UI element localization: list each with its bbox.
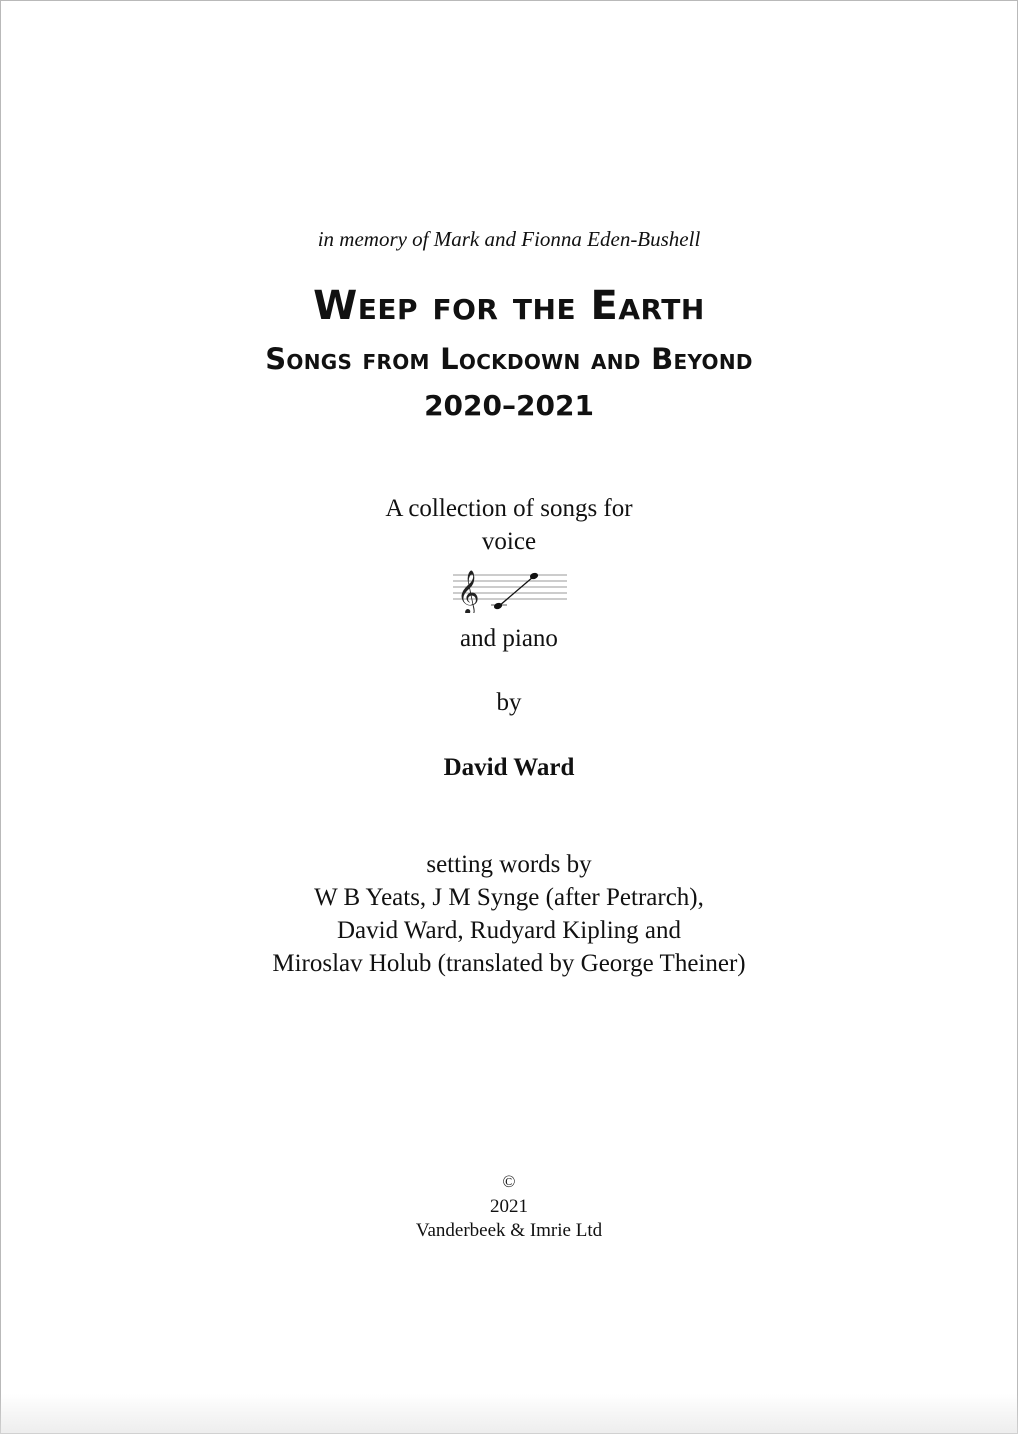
poets-line-2: David Ward, Rudyard Kipling and [337,917,681,944]
composition-years: 2020–2021 [424,389,594,422]
publisher-name: Vanderbeek & Imrie Ltd [415,1220,603,1241]
by-label: by [496,689,522,716]
poets-line-1: W B Yeats, J M Synge (after Petrarch), [314,884,704,911]
page-subtitle: Songs from Lockdown and Beyond [265,342,753,376]
poets-line-3: Miroslav Holub (translated by George Theiner) [272,950,746,977]
copyright-symbol: © [502,1172,516,1191]
treble-clef-icon: 𝄞 [457,570,480,613]
setting-intro: setting words by [426,851,592,878]
page-title: Weep for the Earth [313,283,705,329]
low-note-icon [493,602,503,611]
description-line-1: A collection of songs for [385,495,633,522]
description-line-2: voice [481,528,537,555]
dedication: in memory of Mark and Fionna Eden-Bushell [317,227,701,251]
author-name: David Ward [443,754,575,781]
page-shadow [0,1394,1018,1434]
vocal-range-staff [453,563,567,613]
description-line-3: and piano [460,625,558,652]
copyright-year: 2021 [490,1196,528,1217]
